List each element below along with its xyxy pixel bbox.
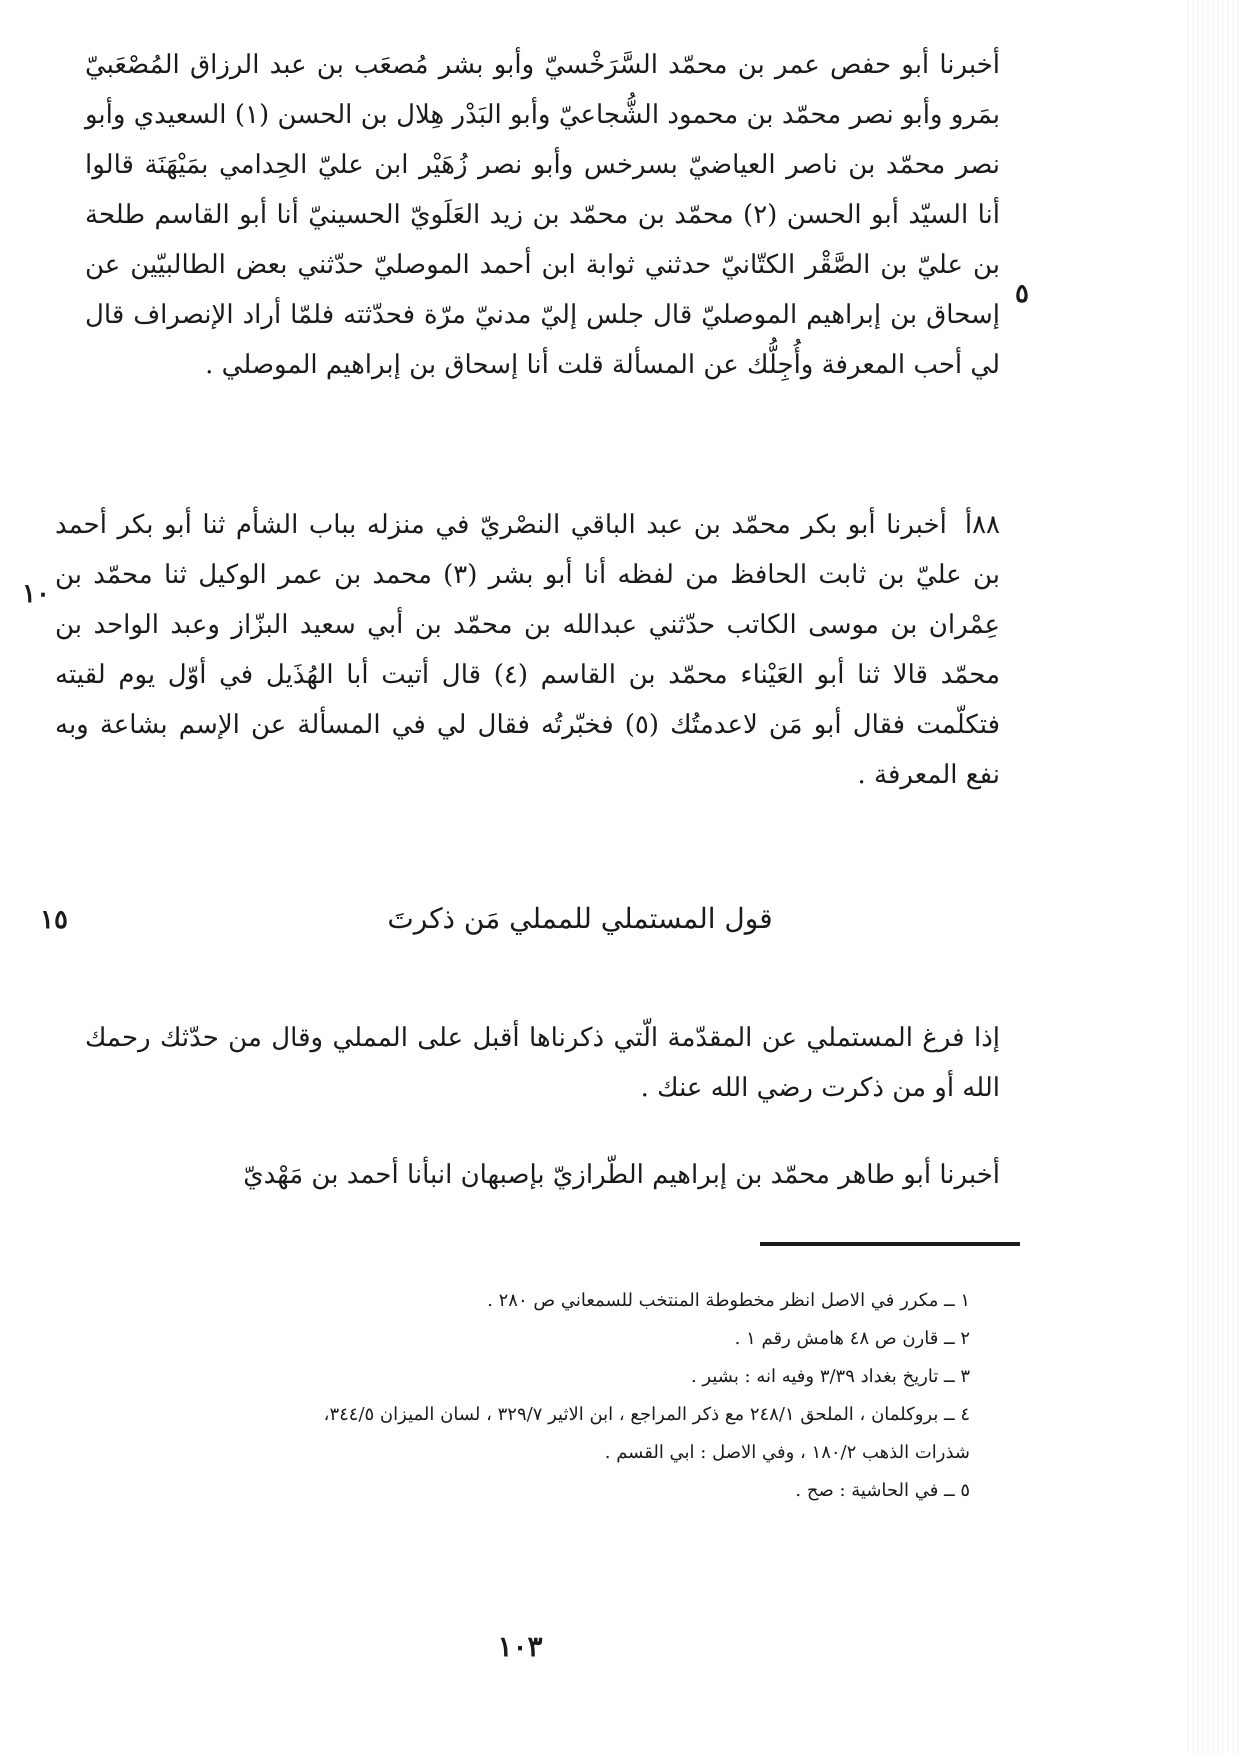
footnote-3: ٣ ــ تاريخ بغداد ٣/٣٩ وفيه انه : بشير .	[690, 1366, 970, 1387]
footnotes	[40, 1282, 970, 1510]
footnote-2: ٢ ــ قارن ص ٤٨ هامش رقم ١ .	[734, 1328, 970, 1349]
footnote-4-continued: شذرات الذهب ١٨٠/٢ ، وفي الاصل : ابي القسم .	[604, 1442, 970, 1463]
margin-line-number-15: ١٥	[40, 905, 68, 935]
page-number: ١٠٣	[497, 1630, 543, 1663]
footnote-1: ١ ــ مكرر في الاصل انظر مخطوطة المنتخب للسمعاني ص ٢٨٠ .	[487, 1290, 970, 1311]
margin-line-number-10: ١٠	[22, 579, 50, 609]
footnote-separator-rule	[760, 1242, 1020, 1246]
paragraph-mustamli: إذا فرغ المستملي عن المقدّمة الّتي ذكرناها أقبل على المملي وقال من حدّثك رحمك الله أو من ذكرت رضي الله عنك .	[85, 1023, 1000, 1103]
scanned-page-edge	[1184, 0, 1240, 1754]
entry-number: ٨٨أ	[964, 510, 1000, 540]
footnote-5: ٥ ــ في الحاشية : صح .	[795, 1480, 970, 1501]
paragraph-isnad-1: أخبرنا أبو حفص عمر بن محمّد السَّرَخْسيّ وأبو بشر مُصعَب بن عبد الرزاق المُصْعَبيّ بمَرو وأبو نصر محمّد بن محمود الشُّجاعيّ وأبو البَدْر هِلال بن الحسن (١) السعيدي وأبو نصر محمّد بن ناصر العياضيّ بسرخس وأبو نصر زُهَيْر ابن عليّ الحِدامي بمَيْهَنَة قالوا أنا السيّد أبو الحسن (٢) محمّد بن محمّد بن زيد العَلَويّ الحسينيّ أنا أبو القاسم طلحة بن عليّ بن الصَّقْر الكتّانيّ حدثني ثوابة ابن أحمد الموصليّ حدّثني بعض الطالبيّين عن إسحاق بن إبراهيم الموصليّ قال جلس إليّ مدنيّ مرّة فحدّثته فلمّا أراد الإنصراف قال لي أحب المعرفة وأُجِلُّك عن المسألة قلت أنا إسحاق بن إبراهيم الموصلي .	[85, 50, 1000, 380]
paragraph-isnad-2: أخبرنا أبو بكر محمّد بن عبد الباقي النصْريّ في منزله بباب الشأم ثنا أبو بكر أحمد بن عليّ بن ثابت الحافظ من لفظه أنا أبو بشر (٣) محمد بن عمر الوكيل ثنا محمّد بن عِمْران بن موسى الكاتب حدّثني عبدالله بن محمّد بن أبي سعيد البزّاز وعبد الواحد بن محمّد قالا ثنا أبو العَيْناء محمّد بن القاسم (٤) قال أتيت أبا الهُذَيل في أوّل يوم لقيته فتكلّمت فقال أبو مَن لاعدمتُك (٥) فخبّرتُه فقال لي في المسألة عن الإسم بشاعة وبه نفع المعرفة .	[55, 510, 1001, 790]
footnote-4: ٤ ــ بروكلمان ، الملحق ٢٤٨/١ مع ذكر المراجع ، ابن الاثير ٣٢٩/٧ ، لسان الميزان ٣٤٤/٥،	[323, 1404, 970, 1425]
section-heading: قول المستملي للمملي مَن ذكرتَ	[387, 902, 773, 935]
paragraph-isnad-3: أخبرنا أبو طاهر محمّد بن إبراهيم الطّرازيّ بإصبهان انبأنا أحمد بن مَهْديّ	[243, 1160, 1000, 1190]
margin-line-number-5: ٥	[1015, 279, 1029, 309]
paragraph-entry-88a	[55, 500, 1000, 800]
